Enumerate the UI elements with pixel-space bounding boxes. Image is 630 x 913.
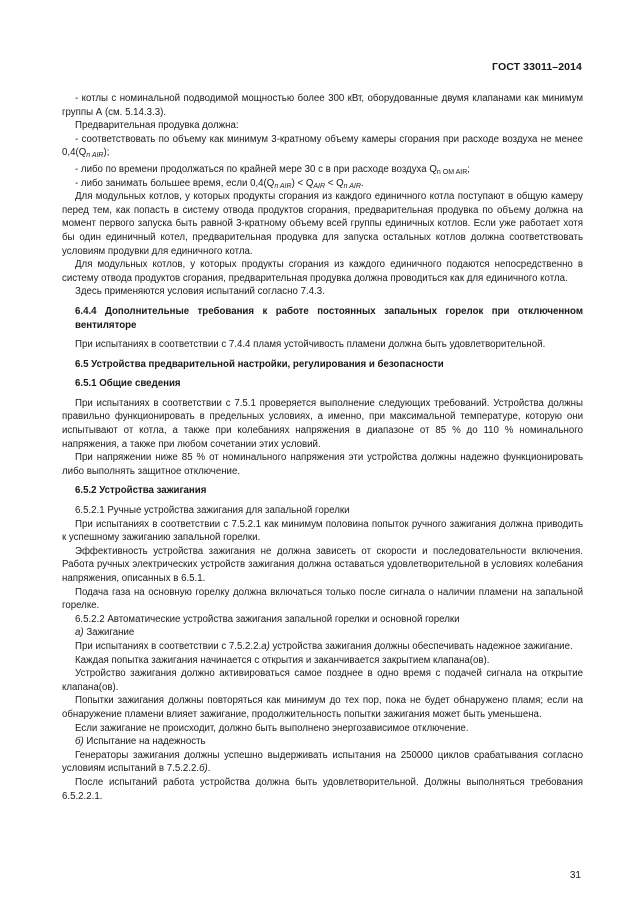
- paragraph: При испытаниях в соответствии с 7.4.4 пламя устойчивость пламени должна быть удовлетворительной.: [75, 339, 546, 351]
- paragraph: Для модульных котлов, у которых продукты сгорания из каждого единичного подаются непосредственно в систему отвода продуктов сгорания, предварительная продувка должна проводиться как для единичного котла.: [62, 259, 583, 284]
- paragraph: - либо занимать большее время, если $0,4(Q_{n AIR}) < Q_{AIR} < Q_{n AIR}$.: [75, 177, 364, 190]
- paragraph: Устройство зажигания должно активироваться самое позднее в одно время с подачей сигнала на открытие клапана(ов).: [62, 668, 583, 693]
- section-heading: 6.5.2 Устройства зажигания: [75, 485, 207, 497]
- paragraph: Каждая попытка зажигания начинается с открытия и заканчивается закрытием клапана(ов).: [75, 654, 490, 666]
- document-id-header: ГОСТ 33011–2014: [492, 61, 582, 73]
- list-item-title: б) Испытание на надежность: [75, 736, 206, 748]
- paragraph: При испытаниях в соответствии с 7.5.2.1 как минимум половина попыток ручного зажигания должна приводить к успешному зажиганию запальной горелки.: [62, 518, 583, 544]
- formula-sub: AIR: [313, 182, 326, 190]
- paragraph: При испытаниях в соответствии с 7.5.1 проверяется выполнение следующих требований. Устройства должны правильно функционировать в предельных условиях, а именно, при максимальной температуре, которую они испытывают от котла, а также при колебаниях напряжения в диапазоне от 85 % до 110 % номинального напряжения, а также при любом сочетании этих условий.: [62, 397, 583, 450]
- paragraph: - соответствовать по объему как минимум 3-кратному объему камеры сгорания при расходе воздуха не менее $0,4(Q_{n AIR})$;: [62, 133, 583, 160]
- paragraph: Если зажигание не происходит, должно быть выполнено энергозависимое отключение.: [75, 722, 469, 734]
- section-heading: 6.4.4 Дополнительные требования к работе постоянных запальных горелок при отключенном вентиляторе: [75, 305, 583, 331]
- document-body: [62, 92, 583, 803]
- section-heading: 6.5 Устройства предварительной настройки, регулирования и безопасности: [75, 358, 444, 370]
- paragraph: При напряжении ниже 85 % от номинального напряжения эти устройства должны надежно функционировать либо выполнять защитное отключение.: [62, 452, 583, 477]
- paragraph: Подача газа на основную горелку должна включаться только после сигнала о наличии пламени на запальной горелке.: [62, 586, 583, 612]
- subsection-title: 6.5.2.1 Ручные устройства зажигания для запальной горелки: [75, 505, 350, 517]
- list-item-title: а) Зажигание: [75, 627, 135, 639]
- formula-sub: n AIR: [86, 152, 104, 160]
- paragraph: Генераторы зажигания должны успешно выдерживать испытания на 250000 циклов срабатывания согласно условиям испытаний в 7.5.2.2.б).: [62, 749, 583, 775]
- paragraph: - котлы с номинальной подводимой мощностью более 300 кВт, оборудованные двумя клапанами как минимум группы А (см. 5.14.3.3).: [62, 93, 583, 118]
- formula-sub: n AIR: [343, 182, 361, 190]
- subsection-title: 6.5.2.2 Автоматические устройства зажигания запальной горелки и основной горелки: [75, 613, 460, 625]
- page-number: 31: [569, 870, 581, 881]
- formula-sub: n OM AIR: [436, 168, 468, 176]
- paragraph: После испытаний работа устройства должна быть удовлетворительной. Должны выполняться требования 6.5.2.2.1.: [62, 776, 583, 802]
- paragraph: - либо по времени продолжаться по крайней мере 30 с в при расходе воздуха $Q_{n OM AIR}$;: [75, 163, 470, 176]
- paragraph: Для модульных котлов, у которых продукты сгорания из каждого единичного котла поступают в общую камеру перед тем, как попасть в систему отвода продуктов сгорания, предварительная продувка по объему должна на момент первого запуска быть равной 3-кратному объему всей группы единичных котлов. Если уже работает хотя бы один единичный котел, предварительная продувка для запуска остальных котлов должна соответствовать условиям продувки для единичного котла.: [62, 191, 583, 257]
- paragraph: Эффективность устройства зажигания не должна зависеть от скорости и последовательности включения. Работа ручных электрических устройств зажигания должна оставаться удовлетворительной в условиях колебания напряжения, описанных в 6.5.1.: [62, 545, 583, 584]
- paragraph: Попытки зажигания должны повторяться как минимум до тех пор, пока не будет обнаружено пламя; если на обнаружение пламени влияет зажигание, продолжительность попытки зажигания может быть уменьшена.: [62, 695, 583, 720]
- paragraph: При испытаниях в соответствии с 7.5.2.2.а) устройства зажигания должны обеспечивать надежное зажигание.: [75, 640, 573, 652]
- paragraph: Предварительная продувка должна:: [75, 120, 239, 132]
- section-heading: 6.5.1 Общие сведения: [75, 378, 181, 390]
- formula-sub: n AIR: [274, 182, 292, 190]
- paragraph: Здесь применяются условия испытаний согласно 7.4.3.: [75, 286, 325, 298]
